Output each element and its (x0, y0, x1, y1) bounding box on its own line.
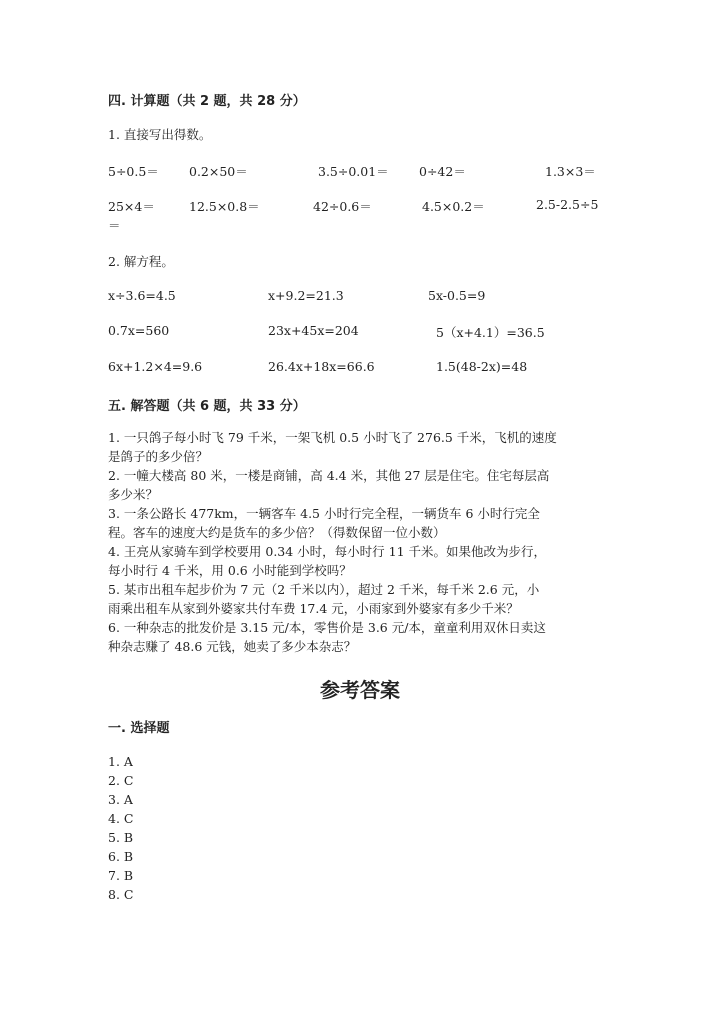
answer-item: 5. B (108, 830, 134, 845)
calc-item: 0.2×50＝ (189, 164, 248, 179)
equation: 0.7x=560 (108, 323, 170, 338)
calc-item: 4.5×0.2＝ (422, 199, 485, 214)
problem-line: 程。客车的速度大约是货车的多少倍？（得数保留一位小数） (108, 525, 446, 540)
question-1-label: 1. 直接写出得数。 (108, 127, 212, 142)
problem-line: 雨乘出租车从家到外婆家共付车费 17.4 元，小雨家到外婆家有多少千米？ (108, 601, 519, 616)
question-2-label: 2. 解方程。 (108, 254, 174, 269)
answer-item: 3. A (108, 792, 133, 807)
answers-title: 参考答案 (320, 678, 400, 702)
answer-item: 2. C (108, 773, 134, 788)
calc-item: 25×4＝ (108, 199, 155, 214)
word-problem-5 (108, 580, 557, 618)
calc-item-wrap: ＝ (108, 218, 121, 233)
word-problem-3 (108, 504, 557, 542)
calc-item: 0÷42＝ (419, 164, 466, 179)
calc-item: 42÷0.6＝ (313, 199, 372, 214)
equation: 6x+1.2×4=9.6 (108, 359, 203, 374)
problem-line: 每小时行 4 千米，用 0.6 小时能到学校吗？ (108, 563, 352, 578)
word-problem-4 (108, 542, 557, 580)
problem-line: 4. 王亮从家骑车到学校要用 0.34 小时，每小时行 11 千米。如果他改为步行， (108, 544, 547, 559)
answers-section-1-heading: 一. 选择题 (108, 721, 170, 736)
equation: x÷3.6=4.5 (108, 288, 176, 303)
problem-line: 2. 一幢大楼高 80 米，一楼是商铺，高 4.4 米，其他 27 层是住宅。住宅每层高 (108, 468, 550, 483)
answer-item: 7. B (108, 868, 134, 883)
problem-line: 种杂志赚了 48.6 元钱，她卖了多少本杂志？ (108, 639, 357, 654)
problem-line: 是鸽子的多少倍？ (108, 449, 209, 464)
word-problem-2 (108, 466, 557, 504)
calc-item: 3.5÷0.01＝ (318, 164, 389, 179)
answer-list (108, 752, 133, 904)
equation: 26.4x+18x=66.6 (268, 359, 375, 374)
word-problems (108, 428, 557, 656)
problem-line: 5. 某市出租车起步价为 7 元（2 千米以内），超过 2 千米，每千米 2.6 元，小 (108, 582, 540, 597)
word-problem-6 (108, 618, 557, 656)
problem-line: 多少米？ (108, 487, 159, 502)
section-5-heading: 五. 解答题（共 6 题，共 33 分） (108, 399, 306, 414)
calc-item: 2.5-2.5÷5 (536, 197, 599, 212)
answer-item: 8. C (108, 887, 134, 902)
answer-item: 4. C (108, 811, 134, 826)
calc-item: 5÷0.5＝ (108, 164, 159, 179)
problem-line: 1. 一只鸽子每小时飞 79 千米，一架飞机 0.5 小时飞了 276.5 千米，飞机的速度 (108, 430, 557, 445)
answer-item: 6. B (108, 849, 134, 864)
answer-item: 1. A (108, 754, 133, 769)
equation: 1.5(48-2x)=48 (436, 359, 528, 374)
equation: x+9.2=21.3 (268, 288, 344, 303)
calc-item: 12.5×0.8＝ (189, 199, 260, 214)
word-problem-1 (108, 428, 557, 466)
problem-line: 6. 一种杂志的批发价是 3.15 元/本，零售价是 3.6 元/本，童童利用双休日卖这 (108, 620, 546, 635)
section-4-heading: 四. 计算题（共 2 题，共 28 分） (108, 94, 306, 109)
calc-item: 1.3×3＝ (545, 164, 596, 179)
equation: 5（x+4.1）=36.5 (436, 325, 545, 340)
equation: 5x-0.5=9 (428, 288, 486, 303)
equation: 23x+45x=204 (268, 323, 359, 338)
problem-line: 3. 一条公路长 477km，一辆客车 4.5 小时行完全程，一辆货车 6 小时行完全 (108, 506, 540, 521)
